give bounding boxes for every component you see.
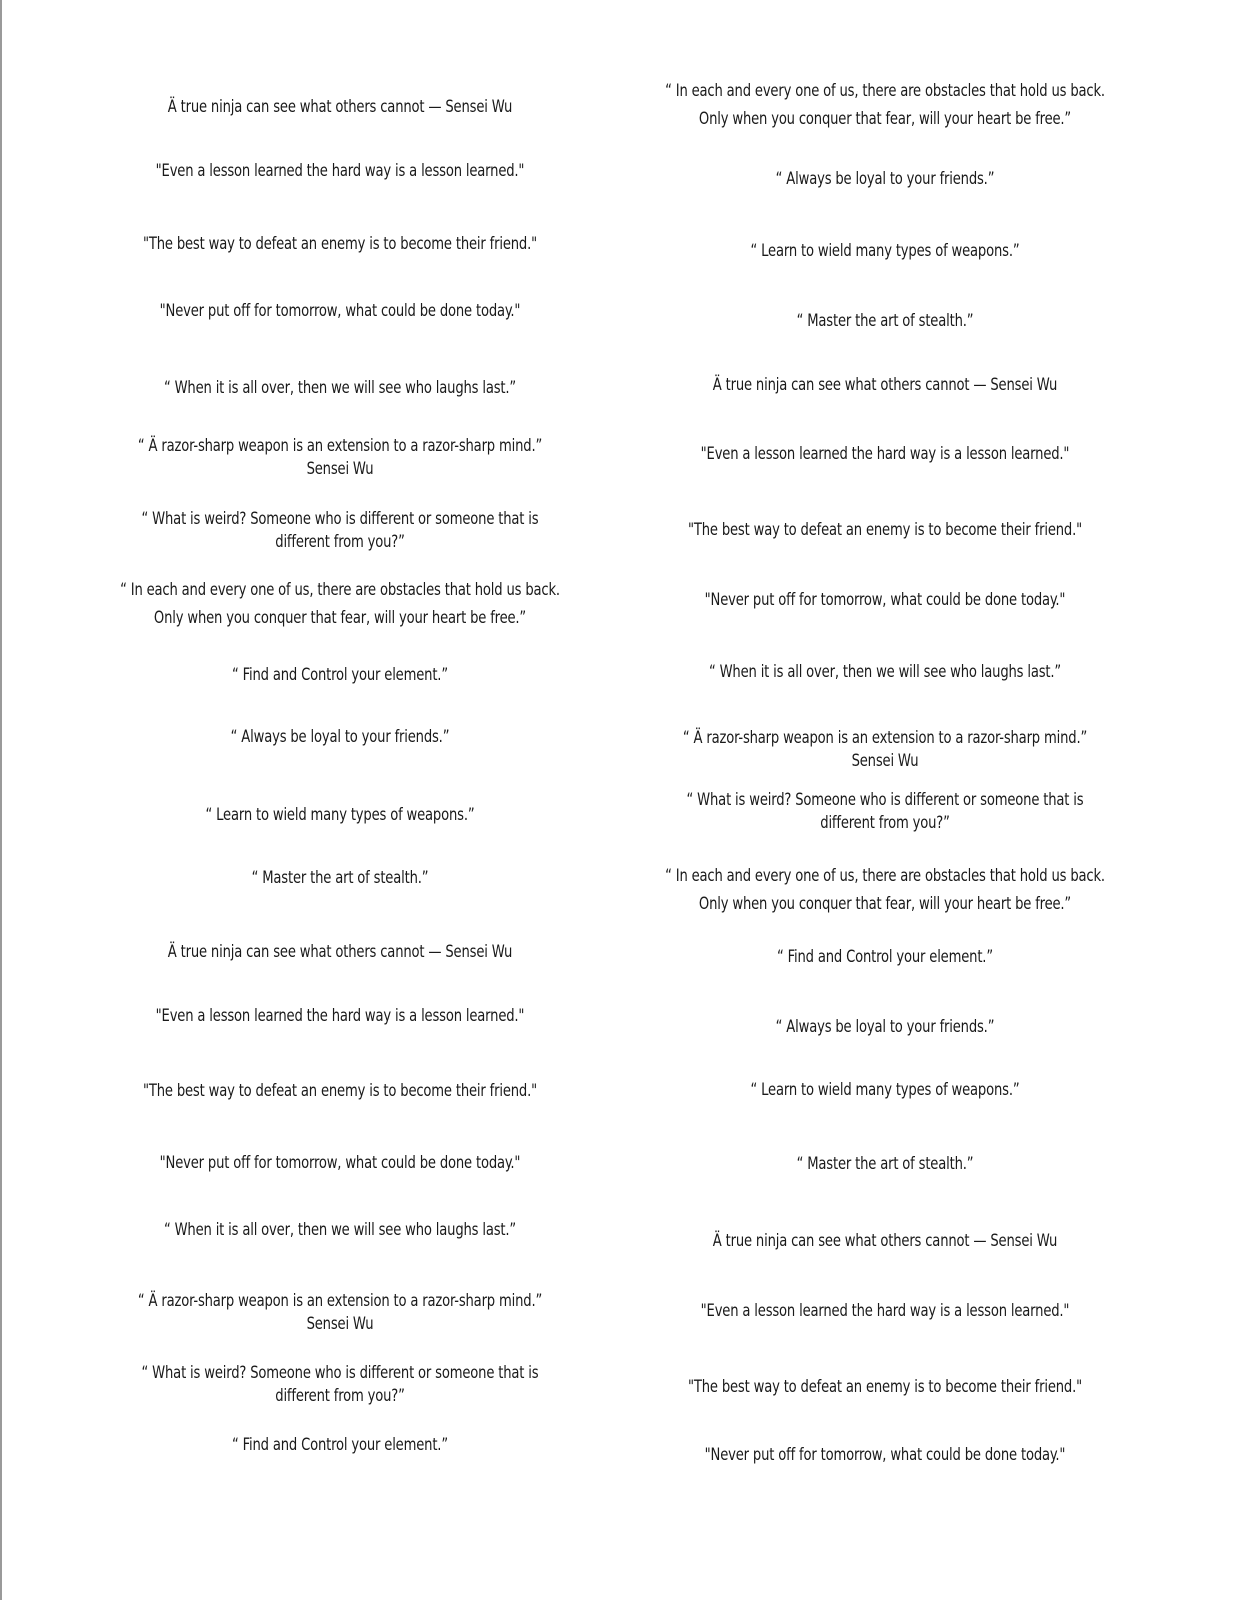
quote-text-line1: “ Ä razor-sharp weapon is an extension to a razor-sharp mind.” <box>682 728 1088 748</box>
quote-text-line1: “ What is weird? Someone who is different or someone that is <box>686 790 1084 810</box>
quote-true-ninja <box>116 941 563 964</box>
quote-text: Ä true ninja can see what others cannot — Sensei Wu <box>712 375 1058 395</box>
quote-true-ninja <box>653 1230 1117 1253</box>
quote-text: “ Find and Control your element.” <box>232 665 448 685</box>
quote-never-put-off <box>653 1444 1117 1467</box>
quote-text: "The best way to defeat an enemy is to become their friend." <box>143 1081 537 1101</box>
quote-loyal <box>653 168 1117 191</box>
quote-loyal <box>653 1016 1117 1039</box>
quote-text: "Never put off for tomorrow, what could be done today." <box>159 1153 521 1173</box>
quote-text-line1: “ In each and every one of us, there are obstacles that hold us back. <box>120 580 560 600</box>
quote-text: "Even a lesson learned the hard way is a lesson learned." <box>155 161 525 181</box>
quote-text: “ Learn to wield many types of weapons.” <box>750 1080 1020 1100</box>
quote-text: Ä true ninja can see what others cannot — Sensei Wu <box>167 97 513 117</box>
quote-lesson <box>653 443 1117 466</box>
quote-text: Ä true ninja can see what others cannot — Sensei Wu <box>712 1231 1058 1251</box>
quote-text-line2: different from you?” <box>275 1386 405 1406</box>
quote-obstacles <box>653 862 1117 918</box>
quote-obstacles <box>653 77 1117 133</box>
quote-text: "Never put off for tomorrow, what could be done today." <box>704 1445 1066 1465</box>
quote-stealth <box>653 310 1117 333</box>
quote-text-line1: “ What is weird? Someone who is different or someone that is <box>141 1363 539 1383</box>
quote-text: Ä true ninja can see what others cannot — Sensei Wu <box>167 942 513 962</box>
quote-text-line1: “ What is weird? Someone who is different or someone that is <box>141 509 539 529</box>
quote-element <box>116 1434 563 1457</box>
quote-text: "Never put off for tomorrow, what could be done today." <box>159 301 521 321</box>
quote-element <box>653 946 1117 969</box>
quote-never-put-off <box>653 589 1117 612</box>
quote-text: “ Learn to wield many types of weapons.” <box>750 241 1020 261</box>
quote-text: "Even a lesson learned the hard way is a lesson learned." <box>155 1006 525 1026</box>
quote-text: “ Always be loyal to your friends.” <box>775 1017 995 1037</box>
quote-text-line1: “ In each and every one of us, there are obstacles that hold us back. <box>665 866 1105 886</box>
quote-text-line1: “ In each and every one of us, there are obstacles that hold us back. <box>665 81 1105 101</box>
quote-best-way <box>116 233 563 256</box>
quote-text-line2: Sensei Wu <box>851 751 919 771</box>
quote-weapons <box>653 240 1117 263</box>
quote-text: “ When it is all over, then we will see who laughs last.” <box>708 662 1062 682</box>
quote-obstacles <box>116 576 563 632</box>
quote-text: “ Learn to wield many types of weapons.” <box>205 805 475 825</box>
quote-best-way <box>653 519 1117 542</box>
quote-weird <box>116 508 563 554</box>
quote-razor <box>116 435 563 481</box>
quote-text-line2: Only when you conquer that fear, will your heart be free.” <box>698 894 1072 914</box>
quote-text-line2: different from you?” <box>275 532 405 552</box>
quote-best-way <box>116 1080 563 1103</box>
quote-text: "The best way to defeat an enemy is to become their friend." <box>688 1377 1082 1397</box>
quote-text: “ Find and Control your element.” <box>232 1435 448 1455</box>
quote-text: "Even a lesson learned the hard way is a lesson learned." <box>700 444 1070 464</box>
quote-stealth <box>653 1153 1117 1176</box>
quote-text-line2: Only when you conquer that fear, will your heart be free.” <box>698 109 1072 129</box>
quote-razor <box>653 727 1117 773</box>
quote-razor <box>116 1290 563 1336</box>
quote-text-line1: “ Ä razor-sharp weapon is an extension to a razor-sharp mind.” <box>137 436 543 456</box>
quote-true-ninja <box>116 96 563 119</box>
quote-text: “ Always be loyal to your friends.” <box>775 169 995 189</box>
quote-text: "Never put off for tomorrow, what could be done today." <box>704 590 1066 610</box>
quote-text: “ When it is all over, then we will see who laughs last.” <box>163 1220 517 1240</box>
quote-text: “ Always be loyal to your friends.” <box>230 727 450 747</box>
quote-lesson <box>116 1005 563 1028</box>
quote-when-over <box>116 1219 563 1242</box>
page-left-edge <box>0 0 2 1600</box>
quote-text: “ Master the art of stealth.” <box>251 868 429 888</box>
quote-lesson <box>653 1300 1117 1323</box>
quote-true-ninja <box>653 374 1117 397</box>
quote-text: “ Master the art of stealth.” <box>796 311 974 331</box>
quote-text-line2: different from you?” <box>820 813 950 833</box>
quote-loyal <box>116 726 563 749</box>
quote-weapons <box>653 1079 1117 1102</box>
quote-text-line2: Sensei Wu <box>306 1314 374 1334</box>
quote-when-over <box>653 661 1117 684</box>
quote-text: “ Find and Control your element.” <box>777 947 993 967</box>
quote-when-over <box>116 377 563 400</box>
quote-never-put-off <box>116 1152 563 1175</box>
quote-never-put-off <box>116 300 563 323</box>
quote-weapons <box>116 804 563 827</box>
quote-text-line2: Only when you conquer that fear, will your heart be free.” <box>153 608 527 628</box>
quote-weird <box>116 1362 563 1408</box>
quote-weird <box>653 789 1117 835</box>
quote-text: “ When it is all over, then we will see who laughs last.” <box>163 378 517 398</box>
quote-text: "The best way to defeat an enemy is to become their friend." <box>143 234 537 254</box>
quote-text-line1: “ Ä razor-sharp weapon is an extension to a razor-sharp mind.” <box>137 1291 543 1311</box>
quote-text: "Even a lesson learned the hard way is a lesson learned." <box>700 1301 1070 1321</box>
quote-text-line2: Sensei Wu <box>306 459 374 479</box>
quote-text: "The best way to defeat an enemy is to become their friend." <box>688 520 1082 540</box>
quote-text: “ Master the art of stealth.” <box>796 1154 974 1174</box>
quote-element <box>116 664 563 687</box>
quote-stealth <box>116 867 563 890</box>
quote-best-way <box>653 1376 1117 1399</box>
quote-lesson <box>116 160 563 183</box>
